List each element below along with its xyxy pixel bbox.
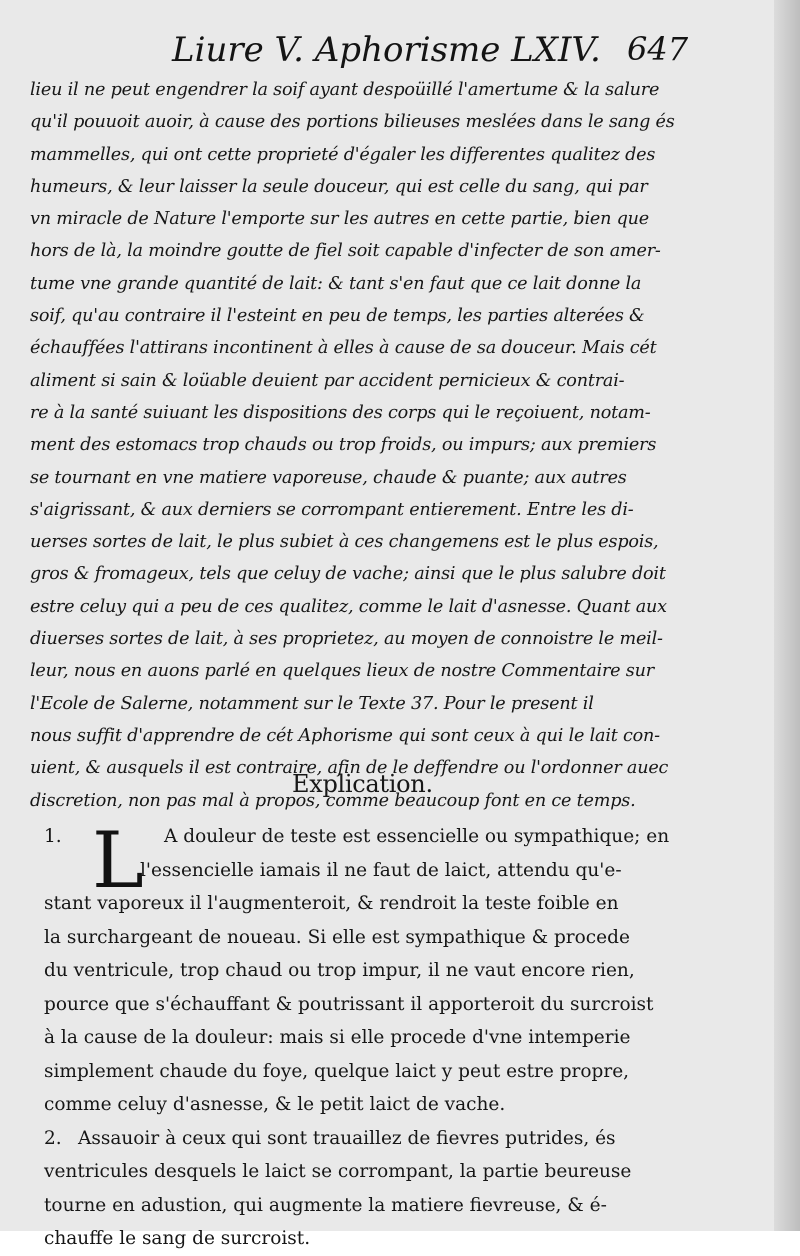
text-line: re à la santé suiuant les dispositions des corps qui le reçoiuent, notam- xyxy=(30,402,651,423)
text-line: uerses sortes de lait, le plus subiet à ces changemens est le plus espois, xyxy=(30,532,659,553)
text-line: nous suffit d'apprendre de cét Aphorisme qui sont ceux à qui le lait con- xyxy=(30,725,660,746)
text-line: à la cause de la douleur: mais si elle procede d'vne intemperie xyxy=(44,1027,631,1048)
text-line xyxy=(44,854,719,888)
text-line: aliment si sain & loüable deuient par accident pernicieux & contrai- xyxy=(30,370,625,391)
text-line: du ventricule, trop chaud ou trop impur, il ne vaut encore rien, xyxy=(44,960,635,981)
text-line: ment des estomacs trop chauds ou trop froids, ou impurs; aux premiers xyxy=(30,435,657,456)
text-line: échauffées l'attirans incontinent à elles à cause de sa douceur. Mais cét xyxy=(30,338,657,359)
drop-cap: L xyxy=(92,816,144,906)
text-line: humeurs, & leur laisser la seule douceur, qui est celle du sang, qui par xyxy=(30,176,648,197)
text-line: qu'il pouuoit auoir, à cause des portions bilieuses meslées dans le sang és xyxy=(30,112,675,133)
aphorism-commentary xyxy=(30,74,720,817)
text-line: chauffe le sang de surcroist. xyxy=(44,1228,311,1249)
text-line: ventricules desquels le laict se corrompant, la partie beureuse xyxy=(44,1161,632,1182)
text-line: lieu il ne peut engendrer la soif ayant despoüillé l'amertume & la salure xyxy=(30,80,660,100)
text-line: vn miracle de Nature l'emporte sur les autres en cette partie, bien que xyxy=(30,209,650,230)
page-number: 647 xyxy=(627,30,689,68)
text-line: uient, & ausquels il est contraire, afin de le deffendre ou l'ordonner auec xyxy=(30,758,669,779)
text-line: mammelles, qui ont cette proprieté d'égaler les differentes qualitez des xyxy=(30,144,656,165)
text-line: estre celuy qui a peu de ces qualitez, comme le lait d'asnesse. Quant aux xyxy=(30,596,667,617)
text-line: stant vaporeux il l'augmenteroit, & rendroit la teste foible en xyxy=(44,893,619,914)
text-line-content: l'essencielle iamais il ne faut de laict, attendu qu'e- xyxy=(140,859,622,881)
explication-text xyxy=(44,816,719,1256)
text-line: soif, qu'au contraire il l'esteint en peu de temps, les parties alterées & xyxy=(30,306,645,327)
text-line xyxy=(44,820,719,854)
text-line-content: A douleur de teste est essencielle ou sympathique; en xyxy=(164,826,670,847)
scan-edge-shadow xyxy=(774,0,800,1231)
text-line: gros & fromageux, tels que celuy de vache; ainsi que le plus salubre doit xyxy=(30,564,666,585)
paragraph-number: 1. xyxy=(44,826,62,847)
text-line: se tournant en vne matiere vaporeuse, chaude & puante; aux autres xyxy=(30,467,627,488)
text-line: comme celuy d'asnesse, & le petit laict de vache. xyxy=(44,1094,506,1115)
text-line: simplement chaude du foye, quelque laict y peut estre propre, xyxy=(44,1060,630,1082)
text-line: leur, nous en auons parlé en quelques lieux de nostre Commentaire sur xyxy=(30,661,654,682)
text-line: pource que s'échauffant & poutrissant il apporteroit du surcroist xyxy=(44,993,654,1015)
text-line: l'Ecole de Salerne, notamment sur le Texte 37. Pour le present il xyxy=(30,693,594,714)
text-line: la surchargeant de noueau. Si elle est sympathique & procede xyxy=(44,926,630,948)
text-line: hors de là, la moindre goutte de fiel soit capable d'infecter de son amer- xyxy=(30,241,661,262)
text-line-content: Assauoir à ceux qui sont trauaillez de fievres putrides, és xyxy=(78,1127,616,1149)
text-line xyxy=(44,1122,719,1156)
text-line: diuerses sortes de lait, à ses proprietez, au moyen de connoistre le meil- xyxy=(30,629,663,650)
section-heading: Explication. xyxy=(292,770,433,798)
text-line: tourne en adustion, qui augmente la matiere fievreuse, & é- xyxy=(44,1194,607,1216)
text-line: tume vne grande quantité de lait: & tant s'en faut que ce lait donne la xyxy=(30,273,642,294)
running-head: Liure V. Aphorisme LXIV. xyxy=(172,30,601,70)
text-line: s'aigrissant, & aux derniers se corrompant entierement. Entre les di- xyxy=(30,499,634,520)
paragraph-number: 2. xyxy=(44,1127,62,1149)
text-line: discretion, non pas mal à propos, comme beaucoup font en ce temps. xyxy=(30,790,636,811)
page-header xyxy=(0,30,800,74)
